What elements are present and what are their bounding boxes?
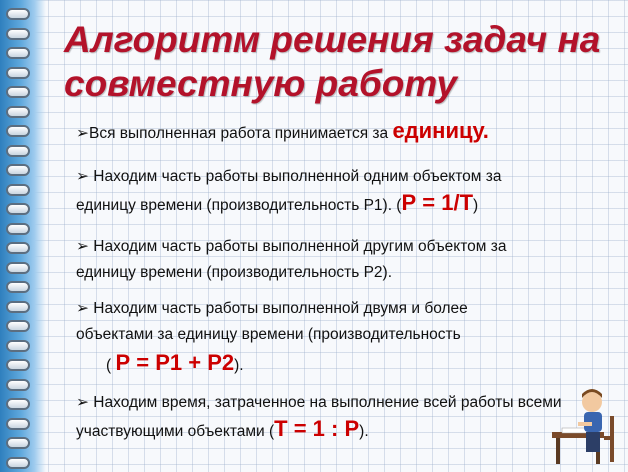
binding-ring [6,125,30,137]
binding-ring [6,184,30,196]
binding-ring [6,301,30,313]
list-item [76,118,576,147]
binding-ring [6,203,30,215]
formula-t: Т = 1 : Р [274,416,360,441]
slide-title: Алгоритм решения задач на совместную работу [64,19,601,104]
formula-close: ). [234,357,244,374]
bullet-arrow-icon: ➢ [76,394,89,411]
list-item-text: Находим часть работы выполненной другим объектом за единицу времени (производительность Р2). [76,238,507,281]
formula-p: Р = 1/Т [401,190,474,215]
bullet-arrow-icon: ➢ [76,125,89,142]
formula-p-sum: Р = Р1 + Р2 [115,350,235,375]
list-item [76,164,556,219]
binding-ring [6,164,30,176]
binding-ring [6,86,30,98]
binding-ring [6,340,30,352]
binding-ring [6,457,30,469]
binding-ring [6,223,30,235]
bullet-arrow-icon: ➢ [76,168,89,185]
binding-ring [6,398,30,410]
binding-ring [6,262,30,274]
binding-ring [6,106,30,118]
binding-ring [6,281,30,293]
formula-close: ) [473,197,479,214]
list-item-text: Находим часть работы выполненной двумя и более объектами за единицу времени (производительность [76,300,468,343]
binding-ring [6,28,30,40]
list-item [76,234,556,286]
list-item [76,296,546,379]
list-item [76,390,566,445]
binding-ring [6,8,30,20]
highlight-unit: единицу. [392,118,489,143]
binding-ring [6,145,30,157]
binding-ring [6,320,30,332]
binding-ring [6,47,30,59]
formula-open: ( [106,357,116,374]
binding-ring [6,242,30,254]
binding-ring [6,379,30,391]
binding-ring [6,437,30,449]
bullet-arrow-icon: ➢ [76,300,89,317]
formula-line [76,350,546,379]
binding-ring [6,67,30,79]
list-item-text: Находим часть работы выполненной одним объектом за единицу времени (производительность Р1). ( [76,168,502,214]
list-item-text: Находим время, затраченное на выполнение всей работы всеми участвующими объектами ( [76,394,562,440]
binding-ring [6,359,30,371]
list-item-text: Вся выполненная работа принимается за [89,125,393,142]
binding-ring [6,418,30,430]
bullet-arrow-icon: ➢ [76,238,89,255]
formula-close: ). [359,423,369,440]
student-at-desk-illustration [548,382,622,466]
